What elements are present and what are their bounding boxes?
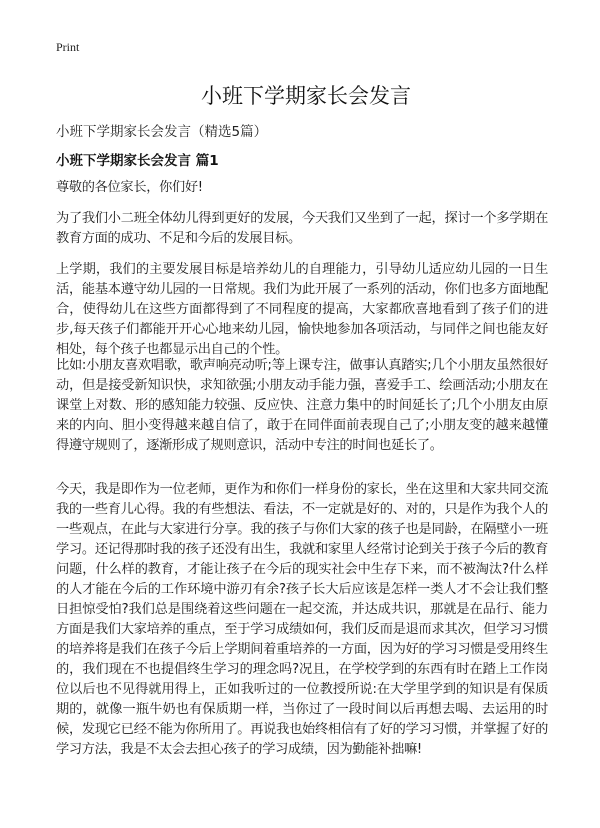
body-paragraph: 上学期，我们的主要发展目标是培养幼儿的自理能力，引导幼儿适应幼儿园的一日生活，能基本遵守幼儿园的一日常规。我们为此开展了一系列的活动，你们也多方面地配合，使得幼儿在这些方面都得到了不同程度的提高，大家都欣喜地看到了孩子们的进步,每天孩子们都能开开心心地来幼儿园，愉快地参加各项活动，与同伴之间也能友好相处，每个孩子也都显示出自己的个性。 bbox=[56, 262, 548, 357]
document-subtitle: 小班下学期家长会发言（精选5篇） bbox=[56, 124, 268, 140]
section-heading: 小班下学期家长会发言 篇1 bbox=[56, 153, 219, 169]
greeting-paragraph: 尊敬的各位家长，你们好! bbox=[56, 180, 203, 195]
body-paragraph: 比如:小朋友喜欢唱歌，歌声响亮动听;等上课专注，做事认真踏实;几个小朋友虽然很好动，但是接受新知识快，求知欲强;小朋友动手能力强，喜爱手工、绘画活动;小朋友在课堂上对数、形的感知能力较强、反应快、注意力集中的时间延长了;几个小朋友由原来的内向、胆小变得越来越自信了，敢于在同伴面前表现自己了;小朋友变的越来越懂得遵守规则了，逐渐形成了规则意识，活动中专注的时间也延长了。 bbox=[56, 358, 548, 453]
page-title: 小班下学期家长会发言 bbox=[201, 84, 411, 108]
body-paragraph: 为了我们小二班全体幼儿得到更好的发展，今天我们又坐到了一起，探讨一个多学期在教育方面的成功、不足和今后的发展目标。 bbox=[56, 211, 548, 246]
print-link[interactable]: Print bbox=[56, 40, 80, 54]
body-paragraph: 今天，我是即作为一位老师，更作为和你们一样身份的家长，坐在这里和大家共同交流我的一些育儿心得。我的有些想法、看法，不一定就是好的、对的，只是作为我个人的一些观点，在此与大家进行分享。我的孩子与你们大家的孩子也是同龄，在隔壁小一班学习。还记得那时我的孩子还没有出生，我就和家里人经常讨论到关于孩子今后的教育问题，什么样的教育，才能让孩子在今后的现实社会中生存下来，而不被淘汰?什么样的人才能在今后的工作环境中游刃有余?孩子长大后应该是怎样一类人才不会让我们整日担惊受怕?我们总是围绕着这些问题在一起交流，并达成共识，那就是在品行、能力方面是我们大家培养的重点，至于学习成绩如何，我们反而是退而求其次，但学习习惯的培养将是我们在孩子今后上学期间着重培养的一方面，因为好的学习习惯是受用终生的，我们现在不也提倡终生学习的理念吗?况且，在学校学到的东西有时在踏上工作岗位以后也不见得就用得上，正如我听过的一位教授所说:在大学里学到的知识是有保质期的，就像一瓶牛奶也有保质期一样，当你过了一段时间以后再想去喝、去运用的时候，发现它已经不能为你所用了。再说我也始终相信有了好的学习习惯，并掌握了好的学习方法，我是不太会去担心孩子的学习成绩，因为勤能补拙嘛! bbox=[56, 482, 548, 757]
